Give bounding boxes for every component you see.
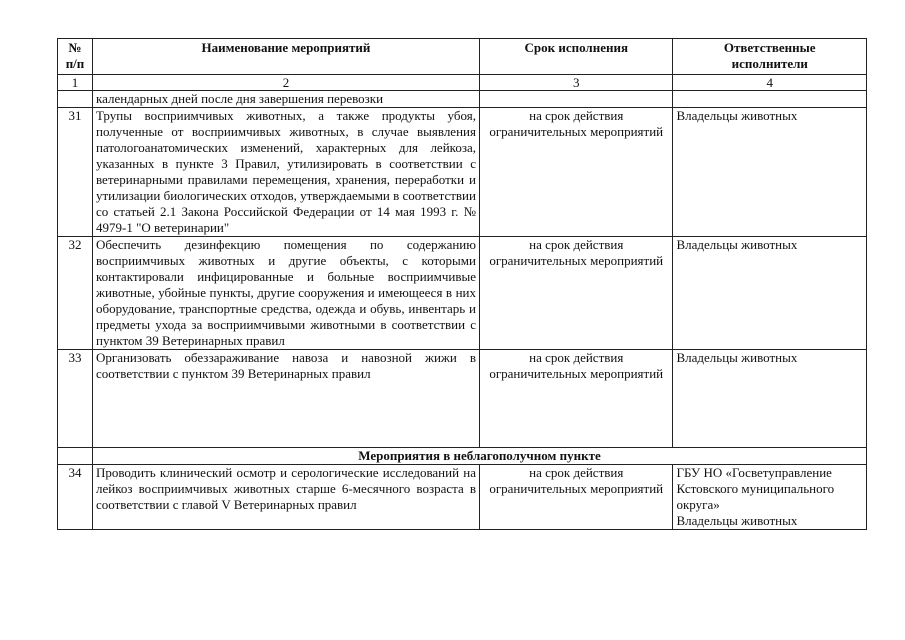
table-row — [58, 350, 867, 448]
header-num: № п/п — [58, 39, 93, 75]
header-row — [58, 39, 867, 75]
index-cell: 3 — [479, 75, 673, 91]
header-term: Срок исполнения — [479, 39, 673, 75]
index-cell: 4 — [673, 75, 867, 91]
table-row — [58, 465, 867, 530]
row-measure: Обеспечить дезинфекцию помещения по содержанию восприимчивых животных и другие объекты, с которыми контактировали инфицированные и больные восприимчивые животные, убойные пункты, другие сооружения и имеющееся в них оборудование, транспортные средства, одежда и обувь, инвентарь и предметы ухода за восприимчивыми животными в соответствии с пунктом 39 Ветеринарных правил — [92, 237, 479, 350]
measures-table — [57, 38, 867, 530]
index-cell: 2 — [92, 75, 479, 91]
row-responsible: ГБУ НО «Госветуправление Кстовского муниципального округа» Владельцы животных — [673, 465, 867, 530]
table-row — [58, 108, 867, 237]
row-number: 34 — [58, 465, 93, 530]
row-measure: Организовать обеззараживание навоза и навозной жижи в соответствии с пунктом 39 Ветеринарных правил — [92, 350, 479, 448]
index-cell: 1 — [58, 75, 93, 91]
header-responsible: Ответственные исполнители — [673, 39, 867, 75]
index-row — [58, 75, 867, 91]
table-row — [58, 237, 867, 350]
row-number: 32 — [58, 237, 93, 350]
row-responsible: Владельцы животных — [673, 237, 867, 350]
row-number: 33 — [58, 350, 93, 448]
section-title: Мероприятия в неблагополучном пункте — [92, 448, 866, 465]
row-number: 31 — [58, 108, 93, 237]
continuation-text: календарных дней после дня завершения перевозки — [92, 91, 479, 108]
table-row-continuation — [58, 91, 867, 108]
row-term: на срок действия ограничительных мероприятий — [479, 350, 673, 448]
header-name: Наименование мероприятий — [92, 39, 479, 75]
row-measure: Проводить клинический осмотр и серологические исследований на лейкоз восприимчивых животных старше 6-месячного возраста в соответствии с главой V Ветеринарных правил — [92, 465, 479, 530]
row-measure: Трупы восприимчивых животных, а также продукты убоя, полученные от восприимчивых животных, в случае выявления патологоанатомических изменений, характерных для лейкоза, указанных в пункте 3 Правил, утилизировать в соответствии с ветеринарными правилами перемещения, хранения, переработки и утилизации биологических отходов, утверждаемыми в соответствии со статьей 2.1 Закона Российской Федерации от 14 мая 1993 г. № 4979-1 "О ветеринарии" — [92, 108, 479, 237]
section-row — [58, 448, 867, 465]
row-term: на срок действия ограничительных мероприятий — [479, 465, 673, 530]
row-responsible: Владельцы животных — [673, 108, 867, 237]
row-responsible: Владельцы животных — [673, 350, 867, 448]
row-term: на срок действия ограничительных мероприятий — [479, 237, 673, 350]
row-term: на срок действия ограничительных мероприятий — [479, 108, 673, 237]
